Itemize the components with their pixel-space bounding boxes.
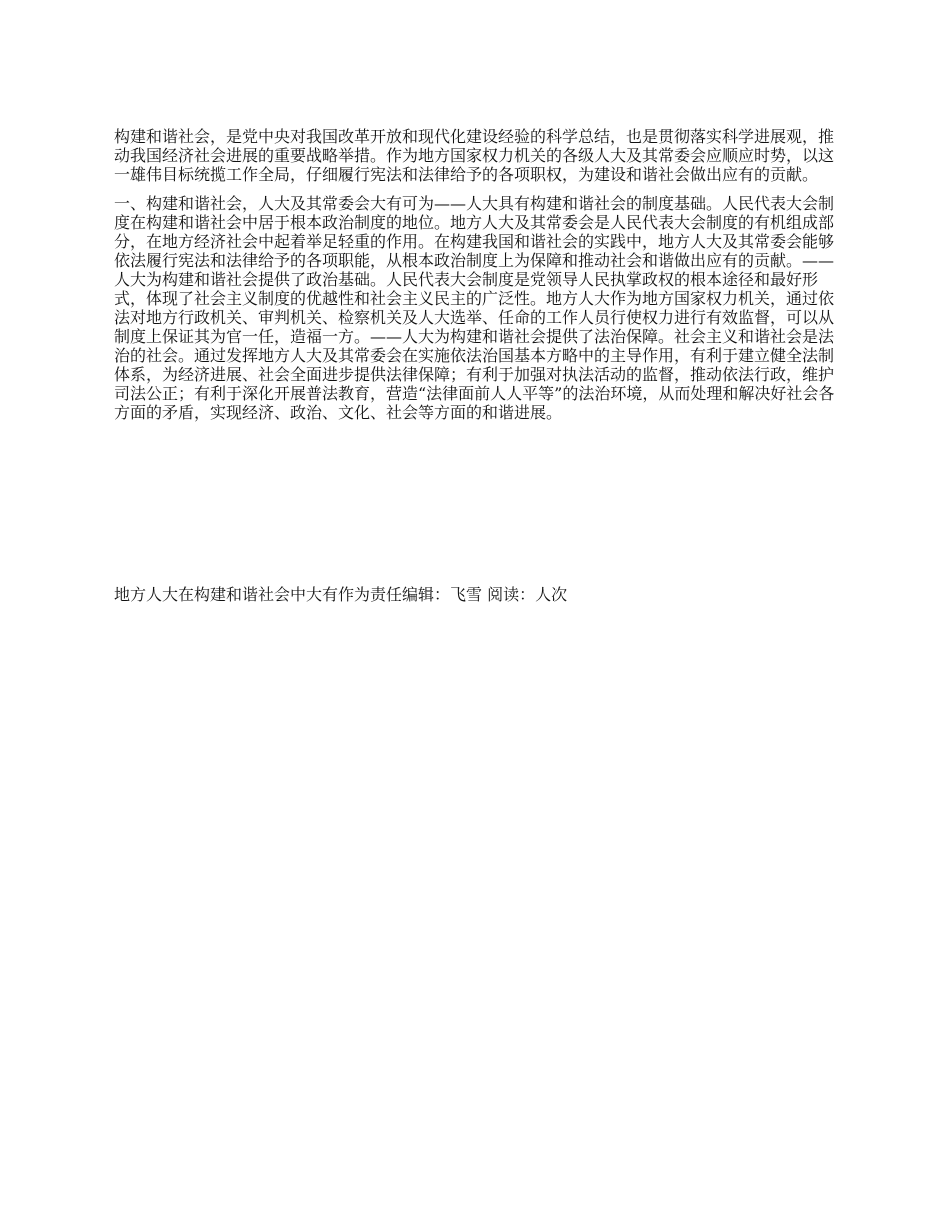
editor-label: 责任编辑： [370,585,451,604]
editor-name: 飞雪 [450,585,483,604]
article-title: 地方人大在构建和谐社会中大有作为 [114,585,371,604]
intro-paragraph: 构建和谐社会，是党中央对我国改革开放和现代化建设经验的科学总结，也是贯彻落实科学进展观，推动我国经济社会进展的重要战略举措。作为地方国家权力机关的各级人大及其常委会应顺应时势，以这一雄伟目标统揽工作全局，仔细履行宪法和法律给予的各项职权，为建设和谐社会做出应有的贡献。 [114,127,835,184]
article-body [114,127,838,422]
reads-label: 阅读： [482,585,536,604]
reads-unit: 人次 [535,585,568,604]
section-one-paragraph: 一、构建和谐社会，人大及其常委会大有可为——人大具有构建和谐社会的制度基础。人民代表大会制度在构建和谐社会中居于根本政治制度的地位。地方人大及其常委会是人民代表大会制度的有机组成部分，在地方经济社会中起着举足轻重的作用。在构建我国和谐社会的实践中，地方人大及其常委会能够依法履行宪法和法律给予的各项职能，从根本政治制度上为保障和推动社会和谐做出应有的贡献。——人大为构建和谐社会提供了政治基础。人民代表大会制度是党领导人民执掌政权的根本途径和最好形式，体现了社会主义制度的优越性和社会主义民主的广泛性。地方人大作为地方国家权力机关，通过依法对地方行政机关、审判机关、检察机关及人大选举、任命的工作人员行使权力进行有效监督，可以从制度上保证其为官一任，造福一方。——人大为构建和谐社会提供了法治保障。社会主义和谐社会是法治的社会。通过发挥地方人大及其常委会在实施依法治国基本方略中的主导作用，有利于建立健全法制体系，为经济进展、社会全面进步提供法律保障；有利于加强对执法活动的监督，推动依法行政，维护司法公正；有利于深化开展普法教育，营造“法律面前人人平等”的法治环境，从而处理和解决好社会各方面的矛盾，实现经济、政治、文化、社会等方面的和谐进展。 [114,194,835,422]
article-footer [114,585,838,604]
